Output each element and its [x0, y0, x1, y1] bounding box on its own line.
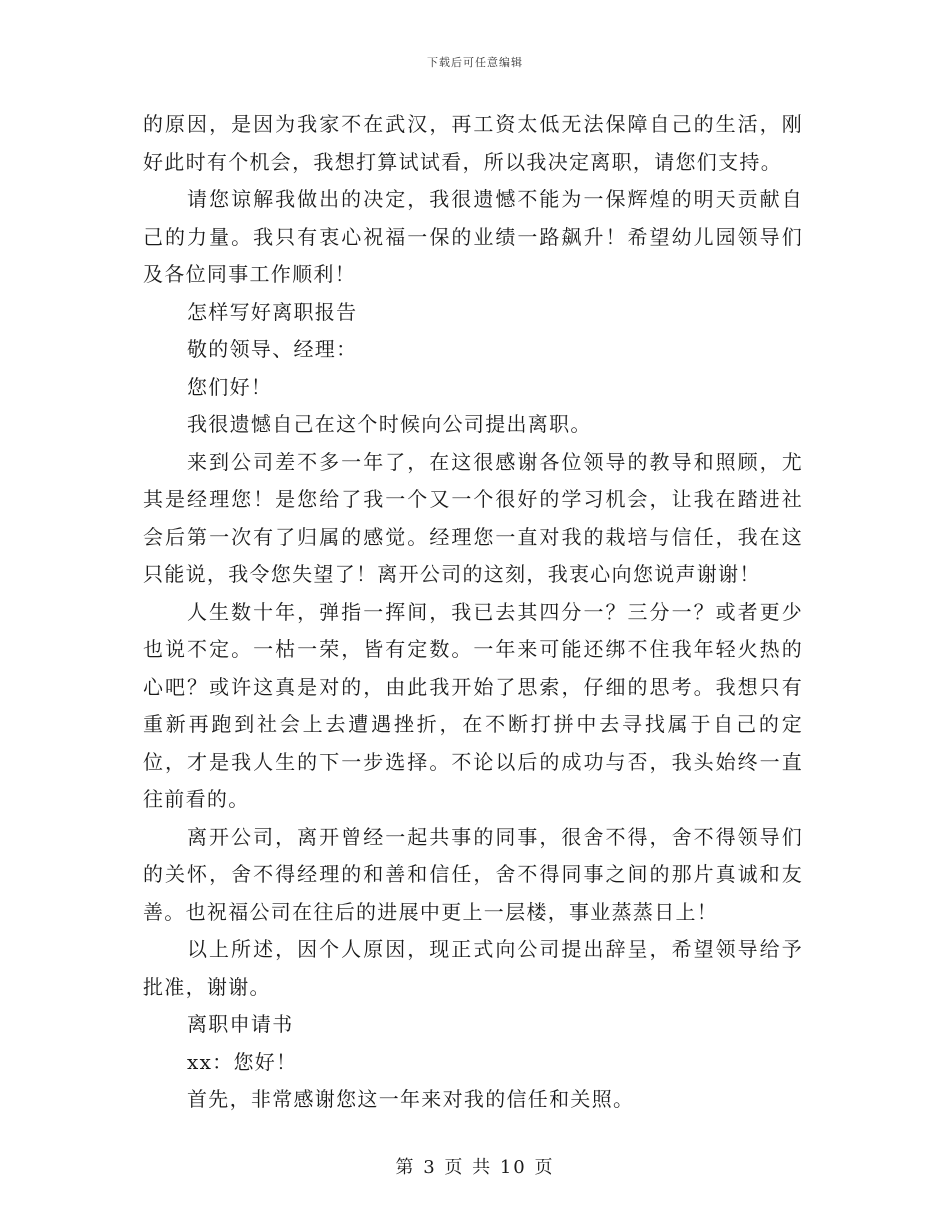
paragraph-1: 的原因，是因为我家不在武汉，再工资太低无法保障自己的生活，刚好此时有个机会，我想打算试试看，所以我决定离职，请您们支持。: [143, 112, 803, 174]
salutation: 敬的领导、经理：: [187, 337, 358, 361]
section-title-resignation-letter: 离职申请书: [187, 1012, 294, 1036]
document-body: [143, 106, 803, 1119]
letter-salutation: xx：您好！: [187, 1049, 298, 1074]
paragraph-thanks: 来到公司差不多一年了，在这很感谢各位领导的教导和照顾，尤其是经理您！是您给了我一个又一个很好的学习机会，让我在踏进社会后第一次有了归属的感觉。经理您一直对我的栽培与信任，我在这只能说，我令您失望了！离开公司的这刻，我衷心向您说声谢谢！: [143, 449, 803, 586]
page-number-footer: 第 3 页 共 10 页: [395, 1157, 555, 1178]
paragraph-life-reflection: 人生数十年，弹指一挥间，我已去其四分一？三分一？或者更少也说不定。一枯一荣，皆有定数。一年来可能还绑不住我年轻火热的心吧？或许这真是对的，由此我开始了思索，仔细的思考。我想只有重新再跑到社会上去遭遇挫折，在不断打拼中去寻找属于自己的定位，才是我人生的下一步选择。不论以后的成功与否，我头始终一直往前看的。: [143, 599, 803, 811]
paragraph-farewell: 离开公司，离开曾经一起共事的同事，很舍不得，舍不得领导们的关怀，舍不得经理的和善和信任，舍不得同事之间的那片真诚和友善。也祝福公司在往后的进展中更上一层楼，事业蒸蒸日上！: [143, 824, 803, 924]
page-header-note: 下载后可任意编辑: [427, 56, 523, 69]
paragraph-2: 请您谅解我做出的决定，我很遗憾不能为一保辉煌的明天贡献自己的力量。我只有衷心祝福一保的业绩一路飙升！希望幼儿园领导们及各位同事工作顺利！: [143, 187, 803, 286]
paragraph-request: 以上所述，因个人原因，现正式向公司提出辞呈，希望领导给予批准，谢谢。: [143, 937, 803, 999]
letter-opening: 首先，非常感谢您这一年来对我的信任和关照。: [187, 1087, 635, 1111]
section-title-resignation-report: 怎样写好离职报告: [187, 299, 358, 324]
greeting: 您们好！: [187, 374, 273, 399]
paragraph-regret: 我很遗憾自己在这个时候向公司提出离职。: [187, 412, 592, 436]
